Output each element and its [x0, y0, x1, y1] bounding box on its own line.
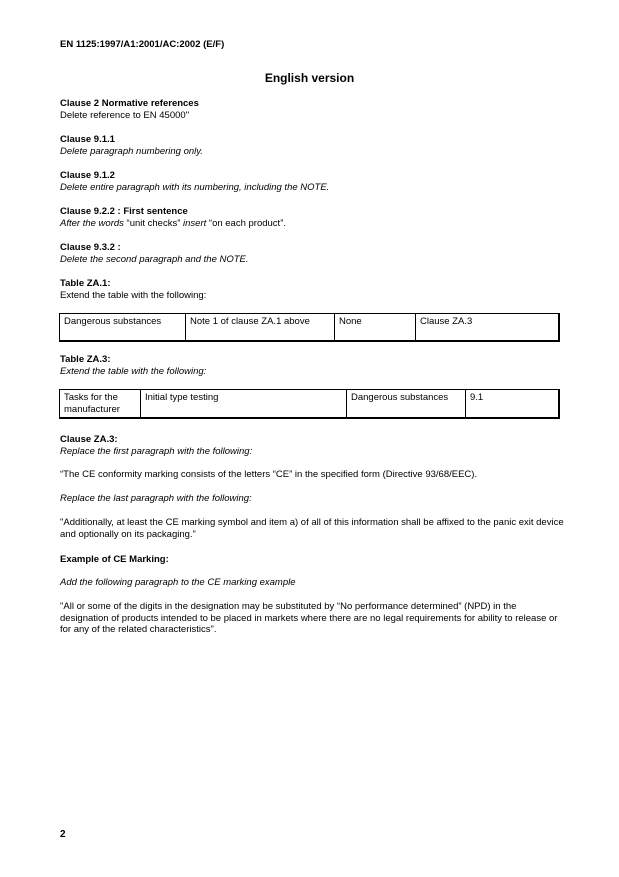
- clause-9-3-2: [60, 242, 565, 265]
- table-cell: None: [335, 314, 416, 342]
- table-intro: Extend the table with the following:: [60, 289, 207, 301]
- table-za3: [59, 389, 560, 419]
- clause-za3-paragraph-1: “The CE conformity marking consists of the letters “CE” in the specified form (Directive 93/68/EEC).: [60, 469, 478, 480]
- table-za1: [59, 313, 560, 342]
- table-cell: Dangerous substances: [60, 314, 186, 342]
- table-cell: 9.1: [466, 390, 560, 419]
- table-heading: Table ZA.1:: [60, 278, 111, 289]
- clause-heading: Clause 9.1.2: [60, 170, 115, 181]
- clause-heading: Clause ZA.3:: [60, 434, 118, 445]
- clause-text: [60, 218, 565, 230]
- clause-2: [60, 98, 565, 121]
- example-instruction: Add the following paragraph to the CE marking example: [60, 577, 296, 588]
- table-za3-header: [60, 354, 565, 377]
- table-intro: Extend the table with the following:: [60, 365, 207, 377]
- clause-text: Delete paragraph numbering only.: [60, 145, 203, 157]
- table-row: [60, 390, 560, 419]
- table-row: [60, 314, 560, 342]
- example-heading: Example of CE Marking:: [60, 554, 169, 565]
- page-number: 2: [60, 829, 66, 840]
- clause-instruction: Replace the first paragraph with the following:: [60, 445, 253, 457]
- table-za1-header: [60, 278, 565, 301]
- clause-text: Delete the second paragraph and the NOTE.: [60, 253, 249, 265]
- clause-text-part: insert: [183, 217, 207, 229]
- standard-reference: EN 1125:1997/A1:2001/AC:2002 (E/F): [60, 39, 225, 50]
- clause-heading: Clause 9.3.2 :: [60, 242, 121, 253]
- clause-heading: Clause 9.1.1: [60, 134, 115, 145]
- clause-heading: Clause 9.2.2 : First sentence: [60, 206, 188, 217]
- clause-text: Delete reference to EN 45000": [60, 109, 190, 121]
- table-cell: Note 1 of clause ZA.1 above: [186, 314, 335, 342]
- clause-text-part: “on each product”.: [206, 217, 287, 229]
- table-cell: Tasks for the manufacturer: [60, 390, 141, 419]
- clause-text-part: After the words: [60, 217, 124, 229]
- table-heading: Table ZA.3:: [60, 354, 111, 365]
- clause-za3-instruction-2: Replace the last paragraph with the following:: [60, 493, 252, 504]
- table-cell: Dangerous substances: [347, 390, 466, 419]
- table-cell: Clause ZA.3: [416, 314, 560, 342]
- clause-9-2-2: [60, 206, 565, 229]
- clause-9-1-1: [60, 134, 565, 157]
- clause-za3: [60, 434, 565, 457]
- clause-text-part: “unit checks”: [123, 217, 184, 229]
- table-cell: Initial type testing: [141, 390, 347, 419]
- clause-9-1-2: [60, 170, 565, 193]
- clause-za3-paragraph-2: "Additionally, at least the CE marking symbol and item a) of all of this information shall be affixed to the panic exit device and optionally on its packaging.”: [60, 517, 564, 540]
- page-title: English version: [264, 71, 355, 85]
- clause-heading: Clause 2 Normative references: [60, 98, 199, 109]
- example-paragraph: "All or some of the digits in the designation may be substituted by “No performance determined” (NPD) in the designation of products intended to be placed in markets where there are no legal requirements for ability to release or for any of the related characteristics".: [60, 601, 558, 635]
- clause-text: Delete entire paragraph with its numbering, including the NOTE.: [60, 181, 330, 193]
